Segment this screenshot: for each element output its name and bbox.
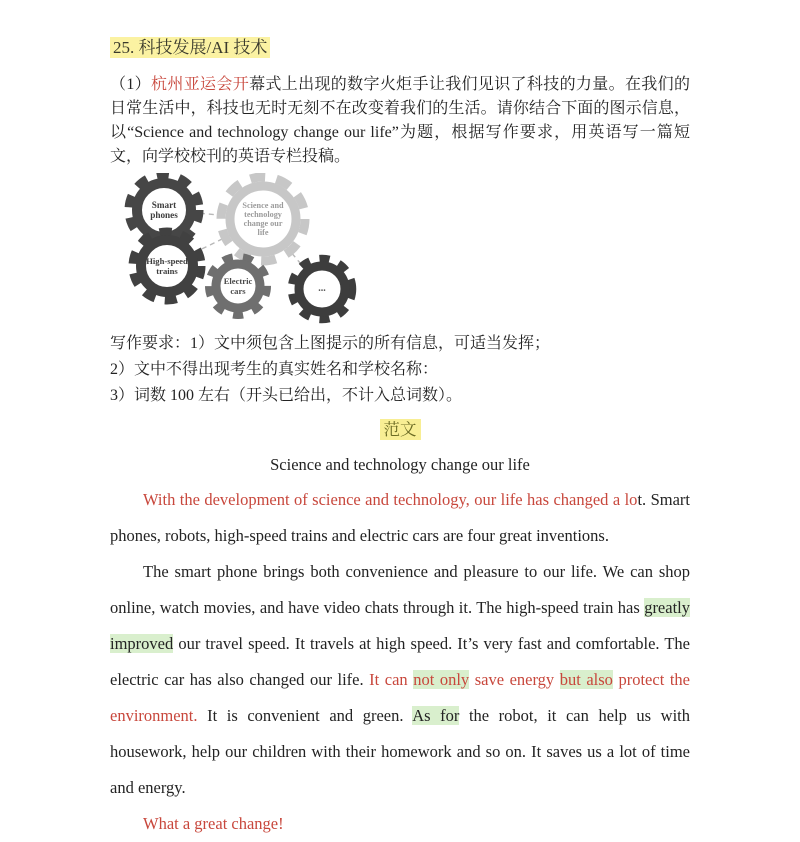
- essay-p2-highlight-not-only: not only: [413, 670, 470, 689]
- essay-p2-text: The smart phone brings both convenience and pleasure to our life. We can shop online, watch movies, and have video chats through it. The high-speed train has: [110, 562, 690, 617]
- essay-closing-sentence: What a great change!: [143, 814, 284, 833]
- gear-label-line: change our: [243, 219, 283, 228]
- gear-science-technology: [221, 177, 305, 261]
- essay-paragraph-2: [110, 554, 690, 806]
- gear-label-line: High-speed: [146, 256, 188, 266]
- gear-diagram: [110, 173, 690, 325]
- gear-label-line: Smart: [151, 200, 177, 210]
- requirement-line-3: 3）词数 100 左右（开头已给出，不计入总词数）。: [110, 387, 463, 404]
- gear-label-line: technology: [244, 210, 282, 219]
- gear-label-line: phones: [150, 210, 178, 220]
- gear-label-line: trains: [156, 266, 178, 276]
- essay-p2-highlight-but-also: but also: [559, 670, 613, 689]
- requirement-line-1: 写作要求：1）文中须包含上图提示的所有信息，可适当发挥；: [110, 335, 551, 352]
- essay-p2-text: our travel speed. It travels at high speed. It’s very fast and comfortable. The electric car has also changed our life.: [110, 634, 690, 689]
- essay-p2-text: It is convenient and green.: [197, 706, 413, 725]
- section-heading-text: 25. 科技发展/AI 技术: [110, 37, 270, 58]
- requirement-line-2: 2）文中不得出现考生的真实姓名和学校名称：: [110, 361, 439, 378]
- essay-paragraph-3: [110, 806, 690, 842]
- essay-paragraph-1: [110, 482, 690, 554]
- model-essay-heading: 范文: [380, 419, 421, 440]
- essay-p1-red-opening: With the development of science and technology, our life has changed a lo: [143, 490, 638, 509]
- gear-label-others: [318, 283, 326, 294]
- essay-title: Science and technology change our life: [270, 455, 530, 474]
- prompt-body-text: 幕式上出现的数字火炬手让我们见识了科技的力量。在我们的日常生活中，科技也无时无刻不在改变着我们的生活。请你结合下面的图示信息，以“Science and technology change our life”为题，根据写作要求，用英语写一篇短文，向学校校刊的英语专栏投稿。: [110, 76, 690, 165]
- prompt-red-text: 杭州亚运会开: [151, 76, 250, 93]
- prompt-paragraph: [110, 73, 690, 169]
- essay-p1-body: t. Smart phones, robots, high-speed trains and electric cars are four great inventions.: [110, 490, 690, 545]
- essay-p2-red-text: protect the environment.: [110, 670, 690, 725]
- writing-requirements: [110, 331, 690, 409]
- gear-diagram-image: [110, 173, 410, 325]
- essay-p2-red-text: save energy: [469, 670, 560, 689]
- gear-label-line: ...: [318, 283, 326, 294]
- gear-others: [292, 259, 352, 319]
- gear-label-line: cars: [230, 286, 246, 296]
- gear-label-line: Electric: [223, 276, 253, 286]
- essay-p2-red-text: It can: [369, 670, 414, 689]
- section-heading: [110, 36, 690, 60]
- gear-label-smart-phones: [150, 200, 178, 220]
- gear-electric-cars: [209, 257, 267, 315]
- gear-label-line: Science and: [242, 201, 284, 210]
- essay-p2-highlight-greatly-improved: greatly improved: [110, 598, 690, 653]
- gear-label-line: life: [257, 228, 269, 237]
- gear-high-speed-trains: [133, 232, 201, 300]
- model-essay-heading-row: [110, 417, 690, 442]
- essay-p2-text: the robot, it can help us with housework, help our children with their homework and so on. It saves us a lot of time and energy.: [110, 706, 691, 797]
- prompt-prefix: （1）: [110, 76, 152, 93]
- essay-p2-highlight-as-for: As for: [412, 706, 460, 725]
